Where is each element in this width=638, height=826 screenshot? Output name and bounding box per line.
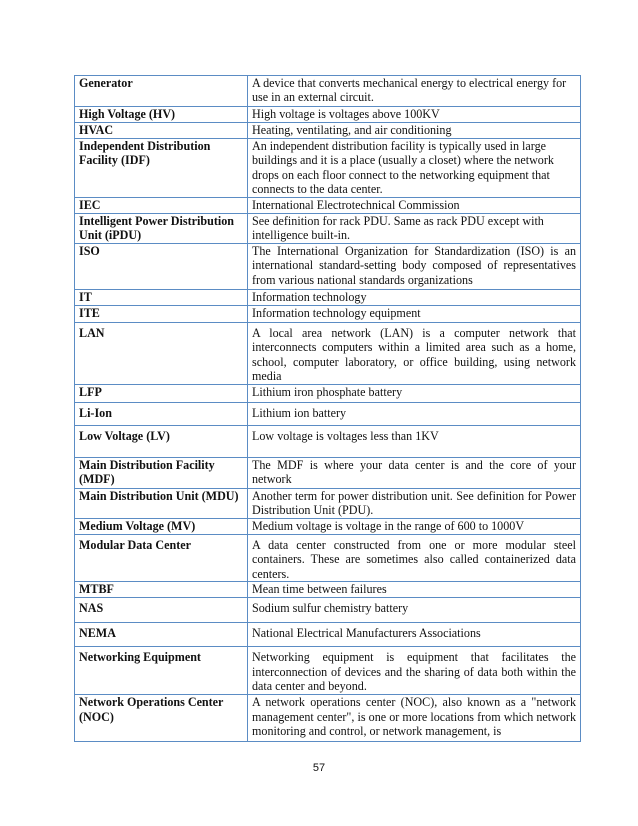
table-row: [75, 519, 581, 535]
glossary-term: Main Distribution Unit (MDU): [75, 489, 248, 519]
table-row: [75, 489, 581, 519]
glossary-term: MTBF: [75, 582, 248, 598]
glossary-term: Networking Equipment: [75, 647, 248, 695]
page-number: 57: [312, 762, 326, 774]
glossary-term: NAS: [75, 598, 248, 623]
table-row: [75, 385, 581, 403]
glossary-term: IT: [75, 290, 248, 306]
table-row: [75, 214, 581, 244]
glossary-term: IEC: [75, 198, 248, 214]
glossary-definition: Mean time between failures: [248, 582, 581, 598]
glossary-definition: International Electrotechnical Commission: [248, 198, 581, 214]
glossary-term: Intelligent Power Distribution Unit (iPDU): [75, 214, 248, 244]
table-row: [75, 107, 581, 123]
table-row: [75, 695, 581, 742]
glossary-definition: Medium voltage is voltage in the range of 600 to 1000V: [248, 519, 581, 535]
glossary-definition: Low voltage is voltages less than 1KV: [248, 426, 581, 458]
table-row: [75, 582, 581, 598]
table-row: [75, 598, 581, 623]
table-row: [75, 306, 581, 323]
glossary-term: LAN: [75, 323, 248, 385]
table-row: [75, 403, 581, 426]
glossary-term: Medium Voltage (MV): [75, 519, 248, 535]
table-row: [75, 76, 581, 107]
glossary-term: Main Distribution Facility (MDF): [75, 458, 248, 489]
glossary-term: Network Operations Center (NOC): [75, 695, 248, 742]
glossary-definition: High voltage is voltages above 100KV: [248, 107, 581, 123]
glossary-definition: A data center constructed from one or more modular steel containers. These are sometimes also called containerized data centers.: [248, 535, 581, 582]
glossary-term: Modular Data Center: [75, 535, 248, 582]
glossary-term: NEMA: [75, 623, 248, 647]
table-row: [75, 623, 581, 647]
glossary-definition: Heating, ventilating, and air conditioning: [248, 123, 581, 139]
glossary-definition: A local area network (LAN) is a computer network that interconnects computers within a limited area such as a home, school, computer laboratory, or office building, using network media: [248, 323, 581, 385]
glossary-term: HVAC: [75, 123, 248, 139]
table-row: [75, 123, 581, 139]
glossary-definition: A network operations center (NOC), also known as a "network management center", is one or more locations from which network monitoring and control, or network management, is: [248, 695, 581, 742]
glossary-definition: National Electrical Manufacturers Associations: [248, 623, 581, 647]
glossary-term: Independent Distribution Facility (IDF): [75, 139, 248, 198]
glossary-term: Li-Ion: [75, 403, 248, 426]
glossary-table: [74, 75, 581, 742]
glossary-definition: A device that converts mechanical energy to electrical energy for use in an external circuit.: [248, 76, 581, 107]
table-row: [75, 458, 581, 489]
table-row: [75, 139, 581, 198]
glossary-definition: The International Organization for Standardization (ISO) is an international standard-setting body composed of representatives from various national standards organizations: [248, 244, 581, 290]
glossary-definition: Lithium ion battery: [248, 403, 581, 426]
glossary-definition: Another term for power distribution unit. See definition for Power Distribution Unit (PDU).: [248, 489, 581, 519]
table-row: [75, 198, 581, 214]
table-row: [75, 426, 581, 458]
glossary-definition: An independent distribution facility is typically used in large buildings and it is a place (usually a closet) where the network drops on each floor connect to the networking equipment that connects to the data center.: [248, 139, 581, 198]
table-row: [75, 244, 581, 290]
table-row: [75, 535, 581, 582]
glossary-term: ITE: [75, 306, 248, 323]
glossary-term: LFP: [75, 385, 248, 403]
glossary-definition: Lithium iron phosphate battery: [248, 385, 581, 403]
glossary-term: ISO: [75, 244, 248, 290]
glossary-term: Generator: [75, 76, 248, 107]
table-row: [75, 290, 581, 306]
table-row: [75, 647, 581, 695]
glossary-definition: Networking equipment is equipment that facilitates the interconnection of devices and the sharing of data both within the data center and beyond.: [248, 647, 581, 695]
glossary-definition: See definition for rack PDU. Same as rack PDU except with intelligence built-in.: [248, 214, 581, 244]
glossary-definition: The MDF is where your data center is and the core of your network: [248, 458, 581, 489]
table-row: [75, 323, 581, 385]
glossary-definition: Information technology: [248, 290, 581, 306]
glossary-term: Low Voltage (LV): [75, 426, 248, 458]
glossary-definition: Information technology equipment: [248, 306, 581, 323]
glossary-term: High Voltage (HV): [75, 107, 248, 123]
glossary-definition: Sodium sulfur chemistry battery: [248, 598, 581, 623]
